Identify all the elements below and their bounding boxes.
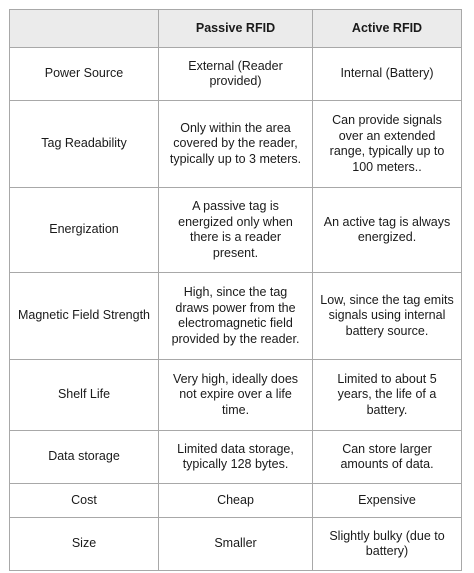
- row-label: Data storage: [10, 431, 159, 484]
- passive-cell: Smaller: [159, 518, 313, 571]
- row-label: Power Source: [10, 48, 159, 101]
- passive-cell: High, since the tag draws power from the electromagnetic field provided by the reader.: [159, 273, 313, 360]
- passive-cell: Only within the area covered by the reader, typically up to 3 meters.: [159, 101, 313, 188]
- row-label: Magnetic Field Strength: [10, 273, 159, 360]
- row-label: Tag Readability: [10, 101, 159, 188]
- table-row: [10, 518, 462, 571]
- row-label: Energization: [10, 188, 159, 273]
- active-cell: Expensive: [313, 484, 462, 518]
- header-cell-passive: Passive RFID: [159, 10, 313, 48]
- row-label: Size: [10, 518, 159, 571]
- row-label: Cost: [10, 484, 159, 518]
- active-cell: Slightly bulky (due to battery): [313, 518, 462, 571]
- header-row: [10, 10, 462, 48]
- header-cell-corner: [10, 10, 159, 48]
- row-label: Shelf Life: [10, 360, 159, 431]
- comparison-table-container: [9, 9, 462, 571]
- passive-cell: Cheap: [159, 484, 313, 518]
- table-row: [10, 431, 462, 484]
- rfid-comparison-table: [9, 9, 462, 571]
- active-cell: Can store larger amounts of data.: [313, 431, 462, 484]
- passive-cell: Limited data storage, typically 128 bytes.: [159, 431, 313, 484]
- table-row: [10, 484, 462, 518]
- header-cell-active: Active RFID: [313, 10, 462, 48]
- passive-cell: Very high, ideally does not expire over a life time.: [159, 360, 313, 431]
- table-row: [10, 273, 462, 360]
- active-cell: Internal (Battery): [313, 48, 462, 101]
- table-row: [10, 360, 462, 431]
- table-row: [10, 101, 462, 188]
- table-row: [10, 48, 462, 101]
- active-cell: Can provide signals over an extended range, typically up to 100 meters..: [313, 101, 462, 188]
- active-cell: An active tag is always energized.: [313, 188, 462, 273]
- table-row: [10, 188, 462, 273]
- active-cell: Low, since the tag emits signals using internal battery source.: [313, 273, 462, 360]
- passive-cell: A passive tag is energized only when there is a reader present.: [159, 188, 313, 273]
- active-cell: Limited to about 5 years, the life of a battery.: [313, 360, 462, 431]
- passive-cell: External (Reader provided): [159, 48, 313, 101]
